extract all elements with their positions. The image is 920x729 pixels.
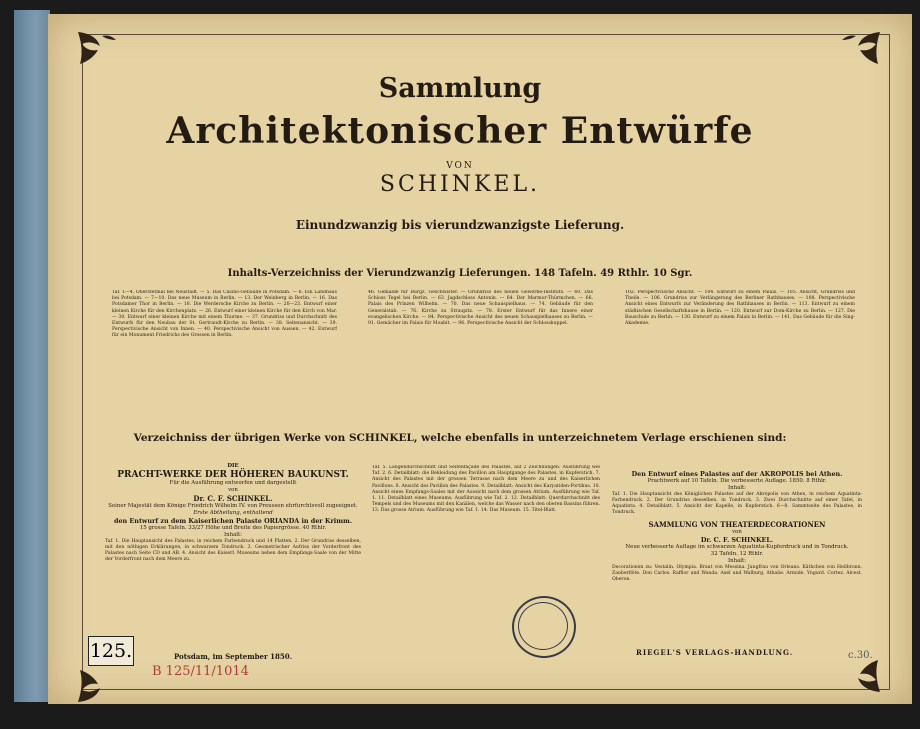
right-head2: SAMMLUNG VON THEATERDECORATIONEN — [648, 520, 826, 529]
middle-column: Taf. 5. Längendurchschnitt und Seitenfaçade des Palastes, auf 2 Zeichnungen. Ausführung wie Taf. 2. 6. Detailblatt: die Bekleidung des Pavillon am Hauptgange des Palastes, in Kupferstich. 7. Ansicht des Palastes mit der grossen Terrasse nach dem Meere zu und des Kaiserlichen Pavillons. 8. Ansicht des Pavillon des Palastes. 9. Detailblatt: Ansicht des Karyatiden-Portikus. 10. Ansicht eines Empfangs-Saales mit der Aussicht nach dem grossen Atrium. Ausführung wie Taf. 1. 11. Detailblatt eines Museums. Ausführung wie Taf. 2. 12. Detailblatt: Querdurchschnitt des Tempels und des Museums mit den Kanälen, welche das Wasser nach den oberen Bassins führen. 13. Das grosse Atrium. Ausführung wie Taf. 1. 14. Das Museum. 15. Titel-Blatt. — [372, 465, 600, 514]
left-abtheilung: Erste Abtheilung, enthaltend — [193, 510, 273, 516]
left-entwurf: den Entwurf zu dem Kaiserlichen Palaste ORIANDA in der Krimm. — [114, 517, 352, 525]
right-inhalt: Inhalt: — [728, 485, 746, 491]
contents-column-3: 102. Perspectivische Ansicht. — 104. Entwurf zu einem Palais. — 105. Ansicht, Grundriss und Theile. — 106. Grundriss zur Verlängerung des Berliner Rathhauses. — 108. Perspectivische Ansicht eines Entwurfs zur Veränderung des Rathhauses in Berlin. — 113. Entwurf zu einem städtischen Gesellschaftshause in Berlin. — 120. Entwurf zur Dom-Kirche zu Berlin. — 127. Die Bauschule zu Berlin. — 130. Entwurf zu einem Palais in Berlin. — 141. Das Gebäude für die Sing-Akademie. — [625, 290, 855, 327]
main-title: Architektonischer Entwürfe — [166, 110, 754, 152]
contents-column-2: 46. Gemälde für Burgz. Geschwister. — Grundriss des neuen Gewerbe-Instituts. — 60. Das Schloss Tegel bei Berlin. — 63. Jagdschloss Antonin. — 64. Der Marmor-Thürmchen. — 66. Palais des Prinzen Wilhelm. — 70. Das neue Schauspielhaus. — 74. Gebäude für den Generalstab. — 76. Kirche zu Straupitz. — 78. Erster Entwurf für das Innere einer evangelischen Kirche. — 84. Perspectivische Ansicht des neuen Schauspielhauses zu Berlin. — 91. Gemächer im Palais für Moabit. — 96. Perspectivische Ansicht der Schlosskuppel. — [368, 290, 593, 327]
author-name: SCHINKEL. — [379, 172, 541, 197]
other-works-heading: Verzeichniss der übrigen Werke von SCHINKEL, welche ebenfalls in unterzeichnetem Verlage erschienen sind: — [133, 432, 787, 444]
title-line-1: Sammlung — [378, 73, 542, 104]
catalog-number-label: 125. — [88, 636, 134, 666]
left-von: von — [228, 487, 238, 493]
contents-heading: Inhalts-Verzeichniss der Vierundzwanzig Lieferungen. 148 Tafeln. 49 Rthlr. 10 Sgr. — [227, 268, 693, 279]
right-text: Taf. 1. Die Hauptansicht des Königlichen Palastes auf der Akropolis von Athen, in reichem Aquatinta-Farbendruck. 2. Der Grundriss desselben, in Tondruck. 3. Zwei Durchschnitte auf einer Tafel, in Aquatinta. 4. Detailblatt. 5. Ansicht der Kapelle, in Kupferstich. 6—8. Sammtseite des Palastes, in Tondruck. — [612, 492, 862, 515]
left-inhalt: Inhalt: — [224, 532, 242, 538]
right-von: von — [732, 529, 742, 535]
ornament-corner-icon — [836, 30, 882, 70]
left-tafeln: 15 grosse Tafeln. 33/27 Höhe und Breite des Papiergrösse. 40 Rthlr. — [139, 525, 327, 531]
handwritten-note: c.30. — [848, 650, 873, 661]
delivery-line: Einundzwanzig bis vierundzwanzigste Lieferung. — [295, 218, 625, 232]
left-text: Taf. 1. Die Hauptansicht des Palastes, in reichem Farbendruck und 14 Platten. 2. Der Grundriss desselben, mit den nöthigen Erklärungen, in schwarzem Tondruck. 3. Geometrischer Aufriss der Vorderfront des Palastes nach Seite CD und AB. 4. Ansicht des Kaiserl. Museums neben dem Empfangs-Saale von der Mitte der Vorderfront nach dem Meere zu. — [105, 539, 361, 562]
contents-column-1: Taf. 1—4. Oberstetmal bei Neustadt. — 5. Das Casino-Gebäude in Potsdam. — 6. Ein Landhaus bei Potsdam. — 7—10. Das neue Museum in Berlin. — 13. Der Weinberg in Berlin. — 16. Das Potsdamer Thor in Berlin. — 18. Die Werdersche Kirche zu Berlin. — 20—23. Entwurf einer kleinen Kirche für den Kirchenplatz. — 26. Entwurf einer kleinen Kirche für den Kirch von Mar. — 30. Entwurf einer kleinen Kirche mit einem Thurme. — 37. Grundriss und Durchschnitt des Entwurfs für den Neubau der St. Gertraudt-Kirche zu Berlin. — 38. Seitenansicht. — 39. Perspectivische Ansicht von Innen. — 40. Perspectivische Ansicht von Aussen. — 42. Entwurf für ein Monument Friedrichs des Grossen in Berlin. — [112, 290, 337, 339]
pencil-shelfmark: B 125/11/1014 — [152, 664, 249, 679]
right-sub: Prachtwerk auf 10 Tafeln. Die verbesserte Auflage. 1850. 8 Rthlr. — [647, 478, 827, 484]
right-inhalt2: Inhalt: — [728, 558, 746, 564]
by-line: VON — [446, 161, 474, 171]
right-tafeln: 32 Tafeln. 12 Rthlr. — [710, 551, 764, 557]
place-date: Potsdam, im September 1850. — [173, 652, 293, 661]
left-column — [105, 463, 361, 663]
left-author: Dr. C. F. SCHINKEL. — [193, 494, 273, 503]
library-seal-inner — [518, 602, 568, 650]
left-dedication: Seiner Majestät dem Könige Friedrich Wilhelm IV. von Preussen ehrfurchtsvoll zugeeignet. — [108, 503, 358, 509]
right-head: Den Entwurf eines Palastes auf der AKROPOLIS bei Athen. — [631, 470, 843, 478]
ornament-corner-icon — [76, 30, 122, 70]
publisher: RIEGEL'S VERLAGS-HANDLUNG. — [636, 648, 794, 657]
left-title: PRACHT-WERKE DER HÖHEREN BAUKUNST. — [117, 470, 349, 480]
right-author: Dr. C. F. SCHINKEL. — [700, 536, 774, 544]
left-subtitle: Für die Ausführung entworfen und dargestellt — [169, 480, 297, 486]
left-die: DIE — [227, 463, 239, 469]
ornament-corner-icon — [76, 664, 122, 704]
right-column — [612, 470, 862, 640]
right-sub2: Neue verbesserte Auflage im schwarzen Aquatinta-Kupferdruck und in Tondruck. — [625, 544, 849, 550]
right-text2: Decorationen zu: Vestalin. Olympia. Braut von Messina. Jungfrau von Orleans. Käthchen von Heilbronn. Zauberflöte. Don Carlos. Rafflor und Wanda. Axel und Walburg. Athalie. Armide. Yngurd. Cortez. Alcest. Oberon. — [612, 565, 862, 582]
